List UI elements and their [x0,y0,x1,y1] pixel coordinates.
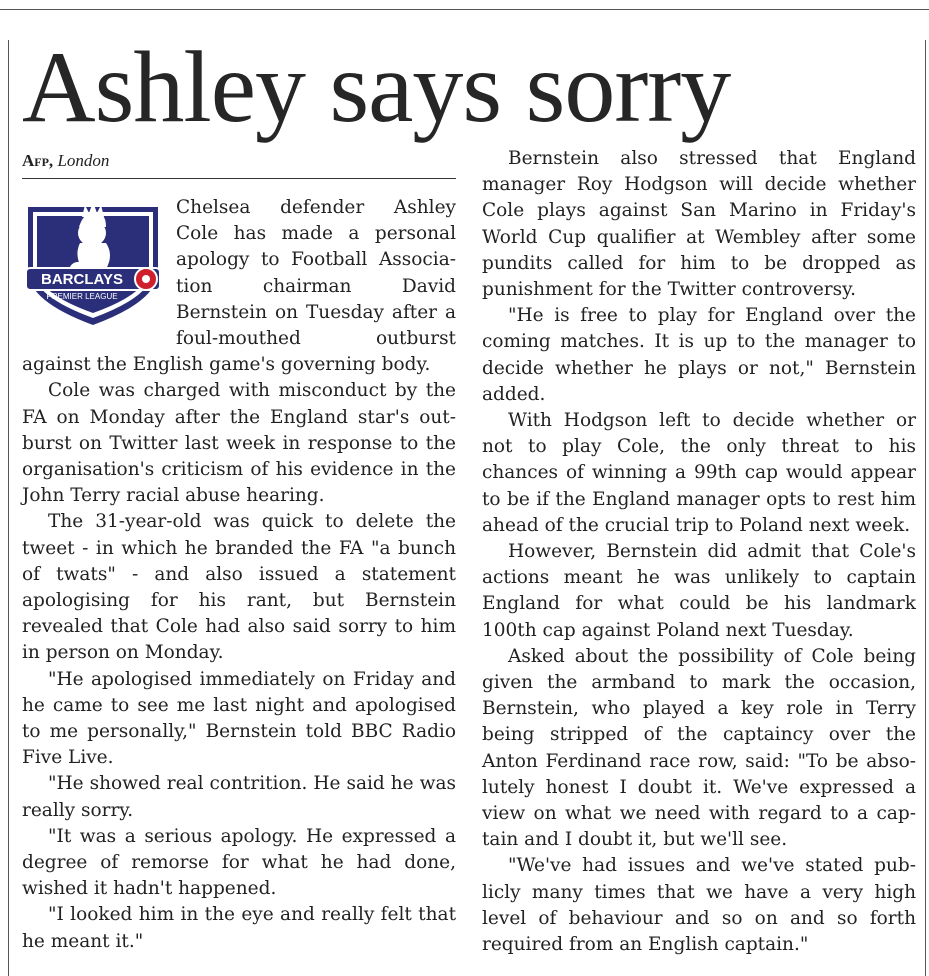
logo-text-sub: PREMIER LEAGUE [46,292,118,301]
premier-league-logo [22,197,164,329]
paragraph: The 31-year-old was quick to delete the tweet - in which he branded the FA "a bunch of twats" - and also issued a statement apologising for his rant, but Bernstein revealed that Cole had also said sorry to him in person on Monday. [22,511,456,664]
right-rule [925,40,926,976]
paragraph: "It was a serious apology. He expressed a degree of remorse for what he had done, wished it hadn't happened. [22,825,456,900]
paragraph: Bernstein also stressed that England manager Roy Hodgson will decide whether Cole plays against San Marino in Friday's World Cup qualifier at Wembley after some pundits called for him to be dropped as punishment for the Twitter controversy. [482,148,916,301]
headline: Ashley says sorry [22,31,731,144]
byline-agency: Afp, [22,151,54,170]
top-rule [0,9,929,10]
logo-text-main: BARCLAYS [41,271,123,288]
paragraph: However, Bernstein did admit that Cole's actions meant he was unlikely to captain England for what could be his landmark 100th cap against Poland next Tuesday. [482,541,916,641]
paragraph: With Hodgson left to decide whether or not to play Cole, the only threat to his chances of winning a 99th cap would appear to be if the England manager opts to rest him ahead of the crucial trip to Poland next week. [482,410,916,536]
paragraph: "He showed real contrition. He said he was really sorry. [22,773,456,821]
paragraph: Asked about the possibility of Cole being given the armband to mark the occasion, Bernstein, who played a key role in Terry being stripped of the captaincy over the Anton Ferdinand race row, said: "To be absolutely honest I doubt it. We've expressed a view on what we need with regard to a captain and I doubt it, but we'll see. [482,645,916,851]
paragraph: Chelsea defender Ashley Cole has made a personal apology to Football Association chairman David Bernstein on Tuesday after a foul-mouthed outburst against the English game's governing body. [22,197,456,376]
paragraph: "We've had issues and we've stated publicly many times that we have a very high level of behaviour and so on and so forth required from an English captain." [482,855,916,956]
article-column-right [482,146,916,958]
byline-location: London [57,151,110,170]
byline [22,150,456,179]
left-rule [8,40,9,976]
paragraph: "He is free to play for England over the coming matches. It is up to the manager to decide whether he plays or not," Bernstein added. [482,305,916,405]
paragraph: "He apologised immediately on Friday and he came to see me last night and apologised to me personally," Bernstein told BBC Radio Five Live. [22,668,456,769]
paragraph: "I looked him in the eye and really felt that he meant it." [22,904,456,952]
article-column-left [22,195,456,955]
paragraph: Cole was charged with misconduct by the FA on Monday after the England star's outburst on Twitter last week in response to the organisation's criticism of his evidence in the John Terry racial abuse hearing. [22,380,456,507]
